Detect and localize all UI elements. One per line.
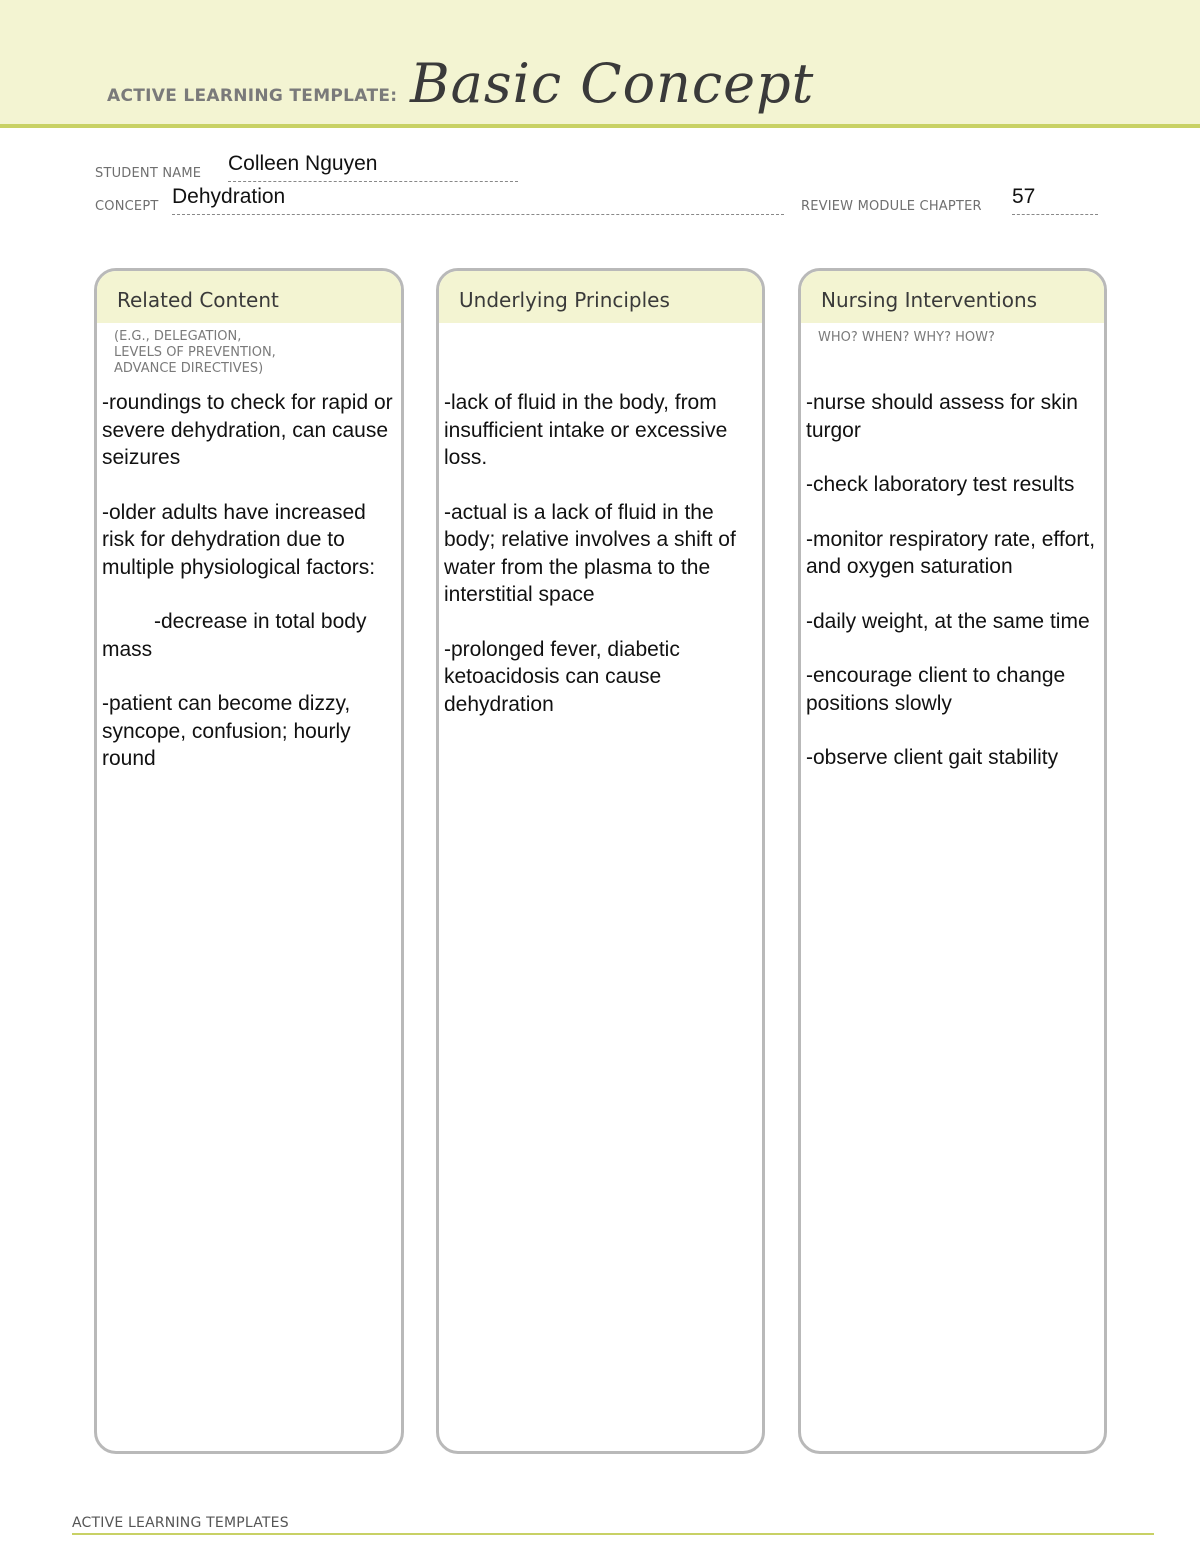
related-content-panel xyxy=(94,268,404,1454)
underlying-principles-spacer xyxy=(439,323,762,389)
page-title: Basic Concept xyxy=(410,52,815,115)
nursing-interventions-panel xyxy=(798,268,1107,1454)
related-item: -older adults have increased risk for dehydration due to multiple physiological factors: xyxy=(102,500,376,579)
nursing-item: -encourage client to change positions slowly xyxy=(806,664,1066,715)
nursing-interventions-body[interactable] xyxy=(801,389,1104,772)
chapter-underline xyxy=(1012,214,1098,215)
student-name-value[interactable]: Colleen Nguyen xyxy=(228,152,378,175)
related-item: -decrease in total body mass xyxy=(102,610,367,661)
header-label: ACTIVE LEARNING TEMPLATE: xyxy=(107,86,398,106)
related-content-title: Related Content xyxy=(97,271,401,323)
nursing-interventions-title: Nursing Interventions xyxy=(801,271,1104,323)
related-content-body[interactable] xyxy=(97,389,401,773)
related-subtitle-line: ADVANCE DIRECTIVES) xyxy=(114,361,264,376)
nursing-item: -nurse should assess for skin turgor xyxy=(806,391,1078,442)
related-subtitle-line: LEVELS OF PREVENTION, xyxy=(114,345,276,360)
nursing-item: -daily weight, at the same time xyxy=(806,609,1090,633)
related-content-subtitle xyxy=(97,323,401,389)
underlying-item: -actual is a lack of fluid in the body; relative involves a shift of water from the plasma to the interstitial space xyxy=(444,500,736,606)
student-name-label: STUDENT NAME xyxy=(95,166,202,181)
related-item: -patient can become dizzy, syncope, confusion; hourly round xyxy=(102,692,351,770)
concept-label: CONCEPT xyxy=(95,199,159,214)
concept-underline xyxy=(172,214,784,215)
underlying-item: -prolonged fever, diabetic ketoacidosis can cause dehydration xyxy=(444,637,680,716)
footer-label: ACTIVE LEARNING TEMPLATES xyxy=(72,1515,289,1531)
chapter-label: REVIEW MODULE CHAPTER xyxy=(801,199,982,214)
nursing-item: -observe client gait stability xyxy=(806,746,1059,769)
nursing-item: -check laboratory test results xyxy=(806,473,1075,496)
concept-value[interactable]: Dehydration xyxy=(172,185,286,208)
underlying-principles-title: Underlying Principles xyxy=(439,271,762,323)
nursing-interventions-subtitle: WHO? WHEN? WHY? HOW? xyxy=(818,330,995,345)
underlying-principles-body[interactable] xyxy=(439,389,762,718)
related-subtitle-line: (E.G., DELEGATION, xyxy=(114,329,242,344)
underlying-item: -lack of fluid in the body, from insufficient intake or excessive loss. xyxy=(444,391,728,469)
chapter-value[interactable]: 57 xyxy=(1012,185,1036,208)
underlying-principles-panel xyxy=(436,268,765,1454)
nursing-item: -monitor respiratory rate, effort, and oxygen saturation xyxy=(806,527,1096,578)
footer-rule xyxy=(72,1533,1154,1535)
student-name-underline xyxy=(228,181,518,182)
related-item: -roundings to check for rapid or severe dehydration, can cause seizures xyxy=(102,391,393,469)
header-rule xyxy=(0,124,1200,128)
